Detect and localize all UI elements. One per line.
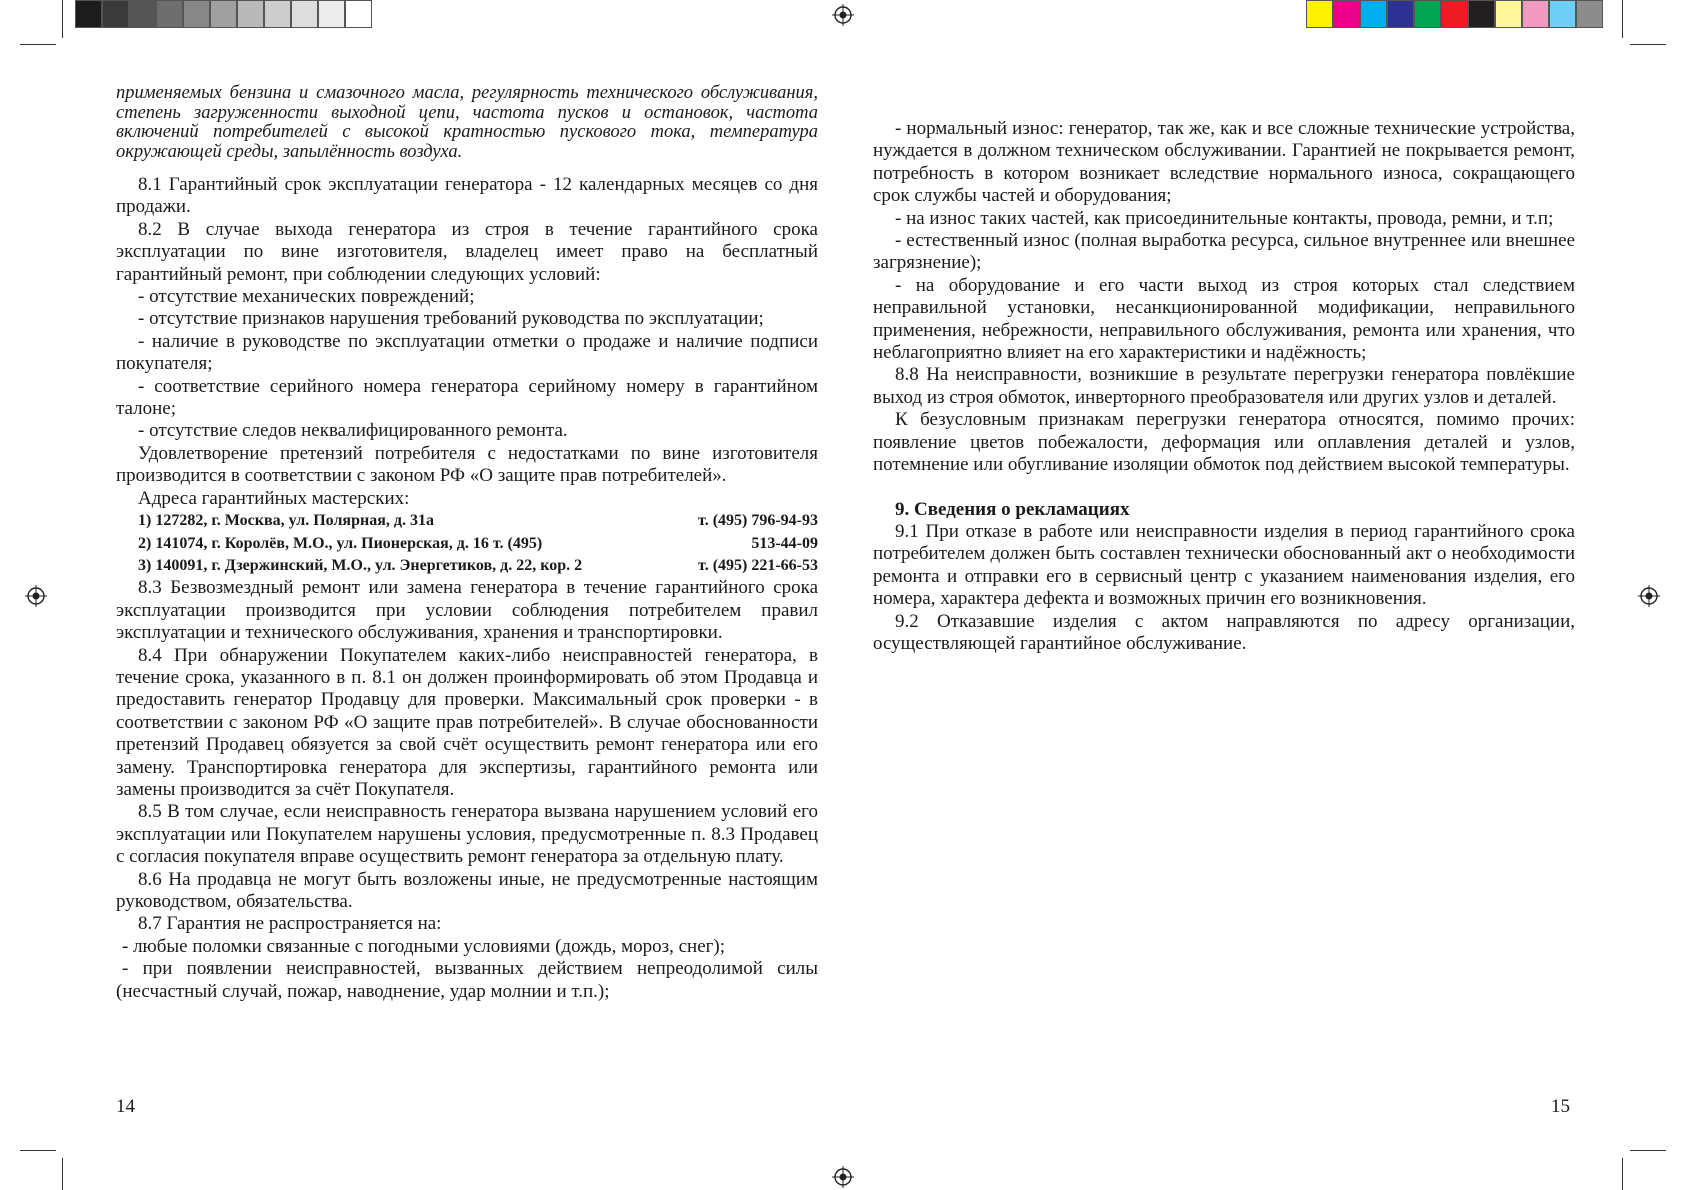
color-swatch [102, 0, 129, 28]
grayscale-color-bar [75, 0, 372, 30]
crop-mark [1630, 1150, 1666, 1151]
color-swatch [75, 0, 102, 28]
color-swatch [1414, 0, 1441, 28]
registration-mark-icon [1638, 585, 1660, 607]
crop-mark [62, 1158, 63, 1190]
color-swatch [1468, 0, 1495, 28]
paragraph-8-6: 8.6 На продавца не могут быть возложены иные, не предусмотренные настоящим руководством, обязательства. [116, 868, 818, 912]
condition-item: - отсутствие признаков нарушения требований руководства по эксплуатации; [138, 308, 764, 330]
address-text: 2) 141074, г. Королёв, М.О., ул. Пионерская, д. 16 т. (495) [138, 534, 543, 552]
crop-mark [62, 0, 63, 38]
exclusion-item: - естественный износ (полная выработка ресурса, сильное внутреннее или внешнее загрязнение); [873, 230, 1575, 274]
color-swatch [1441, 0, 1468, 28]
exclusion-item: - при появлении неисправностей, вызванных действием непреодолимой силы (несчастный случай, пожар, наводнение, удар молнии и т.п.); [116, 958, 818, 1002]
condition-item: - соответствие серийного номера генератора серийному номеру в гарантийном талоне; [116, 375, 818, 420]
crop-mark [1622, 0, 1623, 38]
address-row [116, 555, 818, 577]
address-phone: т. (495) 796-94-93 [698, 512, 818, 530]
address-text: 1) 127282, г. Москва, ул. Полярная, д. 31а [138, 512, 434, 530]
intro-italic-paragraph: применяемых бензина и смазочного масла, регулярность технического обслуживания, степень загруженности выходной цепи, частота пусков и остановок, частота включений потребителей с высокой кратностью пускового тока, температура окружающей среды, запылённость воздуха. [116, 83, 818, 162]
registration-mark-icon [25, 585, 47, 607]
color-swatch [1333, 0, 1360, 28]
crop-mark [1630, 44, 1666, 45]
address-row [116, 533, 818, 555]
address-text: 3) 140091, г. Дзержинский, М.О., ул. Энергетиков, д. 22, кор. 2 [138, 556, 583, 574]
paragraph-8-7: 8.7 Гарантия не распространяется на: [138, 913, 442, 935]
paragraph-8-2: 8.2 В случае выхода генератора из строя в течение гарантийного срока эксплуатации по вине изготовителя, владелец имеет право на бесплатный гарантийный ремонт, при соблюдении следующих условий: [116, 218, 818, 285]
section-9-heading: 9. Сведения о рекламациях [895, 498, 1130, 520]
color-swatch [1306, 0, 1333, 28]
address-row [116, 510, 818, 532]
color-swatch [1549, 0, 1576, 28]
cmyk-color-bar [1306, 0, 1603, 30]
overload-paragraph: К безусловным признакам перегрузки генератора относятся, помимо прочих: появление цветов побежалости, деформация или оплавления деталей и узлов, потемнение или обугливание изоляции обмоток под действием высокой температуры. [873, 409, 1575, 476]
condition-item: - отсутствие следов неквалифицированного ремонта. [138, 420, 568, 442]
color-swatch [345, 0, 372, 28]
left-page-column [116, 84, 818, 1003]
color-swatch [318, 0, 345, 28]
color-swatch [1522, 0, 1549, 28]
paragraph-9-1: 9.1 При отказе в работе или неисправности изделия в период гарантийного срока потребителем должен быть составлен технически обоснованный акт о необходимости ремонта и отправки его в сервисный центр с указанием наименования изделия, его номера, характера дефекта и возможных причин его возникновения. [873, 520, 1575, 610]
claims-paragraph: Удовлетворение претензий потребителя с недостатками по вине изготовителя производится в соответствии с законом РФ «О защите прав потребителей». [116, 442, 818, 487]
address-phone: т. (495) 221-66-53 [698, 556, 818, 574]
color-swatch [156, 0, 183, 28]
registration-mark-icon [832, 4, 854, 26]
crop-mark [1622, 1158, 1623, 1190]
paragraph-8-4: 8.4 При обнаружении Покупателем каких-либо неисправностей генератора, в течение срока, указанного в п. 8.1 он должен проинформировать об этом Продавца и предоставить генератор Продавцу для проверки. Максимальный срок проверки - в соответствии с законом РФ «О защите прав потребителей». В случае обоснованности претензий Продавец обязуется за свой счёт осуществить ремонт генератора или его замену. Транспортировка генератора для экспертизы, гарантийного ремонта или замены производится за счёт Покупателя. [116, 644, 818, 800]
paragraph-8-1: 8.1 Гарантийный срок эксплуатации генератора - 12 календарных месяцев со дня продажи. [116, 174, 818, 218]
address-phone: 513-44-09 [751, 534, 818, 552]
paragraph-8-3: 8.3 Безвозмездный ремонт или замена генератора в течение гарантийного срока эксплуатации производится при условии соблюдения потребителем правил эксплуатации и технического обслуживания, хранения и транспортировки. [116, 577, 818, 644]
color-swatch [183, 0, 210, 28]
color-swatch [237, 0, 264, 28]
color-swatch [210, 0, 237, 28]
color-swatch [264, 0, 291, 28]
right-page-column [873, 118, 1575, 655]
exclusion-item: - на износ таких частей, как присоединительные контакты, провода, ремни, и т.п; [895, 207, 1554, 229]
color-swatch [1495, 0, 1522, 28]
crop-mark [20, 44, 56, 45]
crop-mark [20, 1150, 56, 1151]
paragraph-9-2: 9.2 Отказавшие изделия с актом направляются по адресу организации, осуществляющей гарантийное обслуживание. [873, 610, 1575, 654]
paragraph-8-8: 8.8 На неисправности, возникшие в результате перегрузки генератора повлёкшие выход из строя обмоток, инверторного преобразователя или других узлов и деталей. [873, 364, 1575, 408]
color-swatch [129, 0, 156, 28]
condition-item: - наличие в руководстве по эксплуатации отметки о продаже и наличие подписи покупателя; [116, 330, 818, 375]
exclusion-item: - на оборудование и его части выход из строя которых стал следствием неправильной установки, несанкционированной модификации, неправильного применения, небрежности, неправильного обслуживания, ремонта или хранения, что неблагоприятно влияет на его характеристики и надёжность; [873, 274, 1575, 364]
page-number-right: 15 [1551, 1096, 1570, 1117]
condition-item: - отсутствие механических повреждений; [138, 286, 475, 308]
color-swatch [291, 0, 318, 28]
color-swatch [1576, 0, 1603, 28]
exclusion-item: - нормальный износ: генератор, так же, как и все сложные технические устройства, нуждается в должном техническом обслуживании. Гарантией не покрывается ремонт, потребность в котором возникает вследствие нормального износа, сокращающего срок службы частей и оборудования; [873, 118, 1575, 207]
page-number-left: 14 [116, 1096, 135, 1117]
registration-mark-icon [832, 1166, 854, 1188]
paragraph-8-5: 8.5 В том случае, если неисправность генератора вызвана нарушением условий его эксплуатации или Покупателем нарушены условия, предусмотренные п. 8.3 Продавец с согласия покупателя вправе осуществить ремонт генератора за отдельную плату. [116, 801, 818, 868]
color-swatch [1360, 0, 1387, 28]
addresses-title: Адреса гарантийных мастерских: [138, 487, 410, 509]
color-swatch [1387, 0, 1414, 28]
exclusion-item: - любые поломки связанные с погодными условиями (дождь, мороз, снег); [122, 935, 726, 957]
